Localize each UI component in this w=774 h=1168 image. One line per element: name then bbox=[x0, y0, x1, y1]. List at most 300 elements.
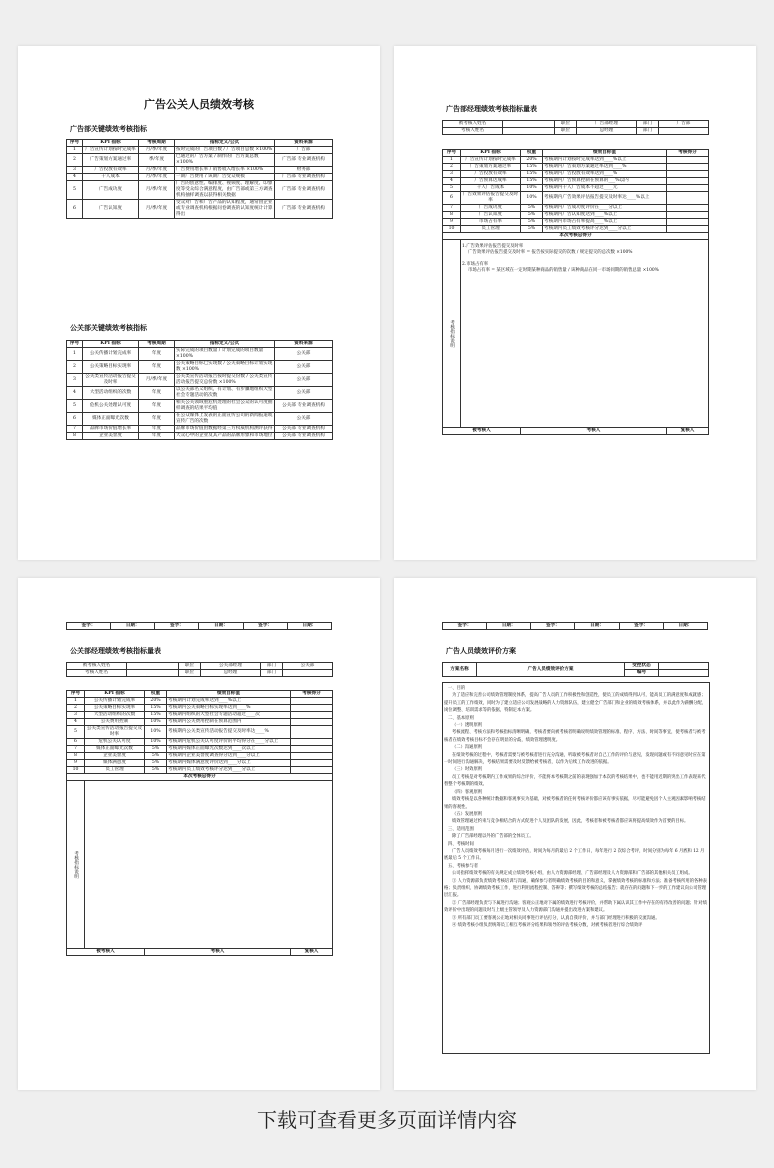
table-cell: 危机公关处理认可度 bbox=[83, 400, 139, 413]
table-cell: 年度 bbox=[139, 387, 175, 400]
table-cell: 5% bbox=[145, 767, 167, 774]
table-cell: 公关部 bbox=[275, 413, 333, 426]
column-header: 序号 bbox=[443, 150, 461, 157]
sig-label: 签字： bbox=[67, 623, 111, 630]
table-row bbox=[67, 712, 333, 719]
info-value: 总经理 bbox=[201, 670, 261, 677]
paragraph: 员工考核是对考核期内工作成果的综合评价，不能将本考核期之前的表现强加于本次的考核结果中，也不能用近期的突出工作表现来代替整个考核期的绩效。 bbox=[444, 774, 706, 788]
table-row bbox=[67, 147, 333, 154]
paragraph: 在绩效考核的过程中，考核者需要与被考核者进行充分沟通，听取被考核者对自己工作的评价与意见，发现问题或有不同意见时应在第一时间进行沟通解决，考核结果需要及时反馈给被考核者，以作为后续工作改进的依据。 bbox=[444, 752, 706, 766]
table-cell: 1 bbox=[67, 147, 83, 154]
table-cell: 月/季/年度 bbox=[139, 167, 175, 174]
column-header: 序号 bbox=[67, 691, 85, 698]
score-cell bbox=[291, 705, 333, 712]
page-title: 广告公关人员绩效考核 bbox=[144, 98, 254, 111]
score-cell bbox=[667, 205, 709, 212]
table-cell: 5% bbox=[521, 212, 543, 219]
info-label: 部门 bbox=[261, 663, 283, 670]
info-label: 方案名称 bbox=[443, 663, 477, 677]
column-header: 序号 bbox=[67, 341, 83, 348]
table-cell: 公关类宣传活动报告提交及时率 bbox=[85, 726, 145, 739]
table-cell: 年度 bbox=[139, 348, 175, 361]
table-cell: 1 bbox=[443, 157, 461, 164]
paragraph: 绩效管理通过约束与竞争相结合的方式促进个人及团队的发展，因此，考核者和被考核者都应该将提高绩效作为首要的目标。 bbox=[452, 819, 689, 825]
document-page-2 bbox=[394, 46, 756, 560]
info-value: 广告部 bbox=[659, 121, 709, 128]
column-header: 考核得分 bbox=[291, 691, 333, 698]
table-cell: 5 bbox=[67, 400, 83, 413]
paragraph: ④ 绩效考核小组负责统筹员工相互考核评分结果和领导的评估考核分数，对被考核者进行综合绩效评 bbox=[452, 923, 643, 928]
table-cell: 广告认知度 bbox=[461, 212, 521, 219]
paragraph: 一、目的 bbox=[448, 686, 466, 691]
column-header: 绩效目标值 bbox=[167, 691, 291, 698]
paragraph: 公司指挥绩效考核的有关规定成立绩效考核小组，由人力资源部经理、广告部经理及人力资源部和广告部的其他相关员工组成。 bbox=[452, 871, 693, 877]
table-cell: 公关部 专业调查机构 bbox=[275, 433, 333, 440]
table-row bbox=[67, 705, 333, 712]
note-line: 市场占有率 = 某区域在一定时期某种商品的销售量 / 该种商品在同一市场同期的销售总量 ×100% bbox=[468, 268, 659, 273]
table-row bbox=[443, 226, 709, 233]
table-cell: 广告部 专业调查机构 bbox=[275, 181, 333, 200]
column-header: 绩效目标值 bbox=[543, 150, 667, 157]
side-label: 考核指标说明 bbox=[67, 781, 85, 949]
column-header: KPI 指标 bbox=[83, 341, 139, 348]
table-cell: 5 bbox=[67, 726, 85, 739]
table-row bbox=[67, 200, 333, 219]
table-row bbox=[67, 767, 333, 774]
info-value: 总经理 bbox=[577, 128, 637, 135]
page-title: 公关部经理绩效考核指标量表 bbox=[70, 646, 161, 655]
table-cell: 7 bbox=[67, 426, 83, 433]
paragraph: （五）发展原则 bbox=[452, 811, 483, 817]
table-row bbox=[67, 361, 333, 374]
table-row bbox=[443, 157, 709, 164]
table-cell: 广告宣传计划按时完成率 bbox=[461, 157, 521, 164]
table-cell: 公关策略目标已实现数 / 公关策略目标计划实现数 ×100% bbox=[175, 361, 275, 374]
table-cell: 广告投放有效率 bbox=[83, 167, 139, 174]
table-cell: 2 bbox=[67, 705, 85, 712]
score-cell bbox=[291, 726, 333, 739]
table-cell: 广告宣传计划按时完成率 bbox=[83, 147, 139, 154]
score-cell bbox=[291, 698, 333, 705]
table-cell: 月/季/年度 bbox=[139, 174, 175, 181]
table-row bbox=[67, 181, 333, 200]
table-cell: 20% bbox=[145, 698, 167, 705]
info-table bbox=[66, 662, 333, 677]
table-row bbox=[67, 719, 333, 726]
table-cell: 考核期内千人广告成本不超过____元 bbox=[543, 185, 667, 192]
table-cell: 考核期内企业美誉度调查得分达到____分以上 bbox=[167, 753, 291, 760]
table-cell: 15% bbox=[145, 712, 167, 719]
date-label: 日期： bbox=[487, 623, 531, 630]
table-row bbox=[67, 174, 333, 181]
table-cell: 危机公关认可度 bbox=[85, 739, 145, 746]
table-cell: 受众对广告和广告产品的认知程度，通常由企业或专业调查机构根据问卷调查的认知度统计计算得出 bbox=[175, 200, 275, 219]
info-label: 被考核人姓名 bbox=[67, 663, 127, 670]
info-value: 公关部 bbox=[283, 663, 333, 670]
sig-label: 签字： bbox=[243, 623, 287, 630]
table-cell: 在公众媒体上发表的正面宣传公司的新闻报道或宣传广告的次数 bbox=[175, 413, 275, 426]
table-cell: 8 bbox=[67, 753, 85, 760]
table-cell: 员工管理 bbox=[461, 226, 521, 233]
table-cell: 考核期内媒体正面曝光次数达到____次以上 bbox=[167, 746, 291, 753]
score-cell bbox=[291, 712, 333, 719]
column-header: KPI 指标 bbox=[85, 691, 145, 698]
info-label: 职位 bbox=[179, 670, 201, 677]
info-label: 部门 bbox=[637, 128, 659, 135]
table-cell: 年度 bbox=[139, 426, 175, 433]
document-page-1 bbox=[18, 46, 380, 560]
table-cell: 10% bbox=[145, 739, 167, 746]
table-cell: 15% bbox=[521, 171, 543, 178]
note-line: 广告效果评估报告提交及时率 = 报告按实际提交的次数 / 规定提交的总次数 ×100% bbox=[468, 250, 633, 255]
signature-label: 被考核人 bbox=[443, 428, 521, 435]
table-cell: 品牌市场价值增长率 bbox=[83, 426, 139, 433]
table-cell: 相关公关领域重危机处理的社会公众的认可度抽样调查的结果平均值 bbox=[175, 400, 275, 413]
table-cell: 年度 bbox=[139, 413, 175, 426]
date-label: 日期： bbox=[111, 623, 155, 630]
table-cell: 5% bbox=[145, 746, 167, 753]
table-cell: 年度 bbox=[139, 400, 175, 413]
table-cell: 公关传播计划完成率 bbox=[83, 348, 139, 361]
table-cell: 9 bbox=[67, 760, 85, 767]
signature-row bbox=[442, 622, 708, 630]
table-cell: 以公关部名义组织，有计划、有步骤地组织大型社会专题活动的次数 bbox=[175, 387, 275, 400]
table-row bbox=[67, 167, 333, 174]
table-cell: 5% bbox=[521, 219, 543, 226]
plan-info-table bbox=[442, 662, 709, 677]
date-label: 日期： bbox=[575, 623, 619, 630]
score-cell bbox=[667, 185, 709, 192]
table-row bbox=[443, 185, 709, 192]
date-label: 日期： bbox=[663, 623, 707, 630]
info-label: 职位 bbox=[555, 128, 577, 135]
table-cell: 3 bbox=[67, 374, 83, 387]
column-header: 权重 bbox=[145, 691, 167, 698]
paragraph: 为了适应和完善公司绩效管理制度体系，提高广告人员的工作积极性和创造性，使员工的成绩得到认可，能高员工的满意度和成就感；提升员工的工作绩效，同时为了建立适应公司发展战略的人力资源队伍，建立健全广告部门和企业的绩效考核体系，并以此作为薪酬分配、岗位调整、培训需求等的依据，特制定本方案。 bbox=[444, 693, 707, 714]
table-cell: 考核期内员工绩效考核评分达到____分以上 bbox=[543, 226, 667, 233]
paragraph: ① 人力资源部负责绩效考核培训与沟通，确保参与者明确绩效考核的目的和意义，掌握绩效考核的标准和方法；准备考核所用的各种表格；负责组织、协调绩效考核工作，进行利用流程控制、答辩等；撰写绩效考核的总结报告；就存在的问题和下一步的工作建议向公司管理层汇报。 bbox=[444, 878, 707, 899]
kpi-table-ad bbox=[66, 139, 333, 219]
signature-row bbox=[66, 622, 332, 630]
signature-label: 被考核人 bbox=[67, 949, 145, 956]
table-cell: 广告费用增长率 / 销售收入增长率 ×100% bbox=[175, 167, 275, 174]
table-cell: 广告成功度 bbox=[83, 181, 139, 200]
table-cell: 广告预算达成率 bbox=[461, 178, 521, 185]
table-cell: 1 bbox=[67, 348, 83, 361]
score-cell bbox=[667, 178, 709, 185]
paragraph: ② 广告部经理负责与下属进行沟通；客观公正地对下属的绩效进行考核评价，并帮助下属认识其工作中存在的有待改善的问题；针对绩效评价中出现的问题及时与上级主管领导及人力资源部门沟通并提出改进方案和建议。 bbox=[444, 900, 707, 914]
table-cell: 广告成功度 bbox=[461, 205, 521, 212]
table-cell: 考核期内计划完成率达到____%以上 bbox=[167, 698, 291, 705]
table-row bbox=[443, 212, 709, 219]
table-cell: 媒体满意度 bbox=[85, 760, 145, 767]
table-row bbox=[67, 400, 333, 413]
info-label: 职位 bbox=[179, 663, 201, 670]
column-header: KPI 指标 bbox=[83, 140, 139, 147]
table-cell: 大型活动组织的次数 bbox=[83, 387, 139, 400]
kpi-scale-table bbox=[66, 690, 333, 956]
table-cell: 1 bbox=[67, 698, 85, 705]
table-row bbox=[67, 374, 333, 387]
table-cell: 6 bbox=[67, 200, 83, 219]
info-value: 广告人员绩效评价方案 bbox=[477, 663, 625, 677]
sig-label: 签字： bbox=[155, 623, 199, 630]
section-title: 公关部关键绩效考核指标 bbox=[70, 323, 147, 332]
table-cell: 考核期内广告效果评估报告提交及时率达____%以上 bbox=[543, 192, 667, 205]
column-header: 指标定义/公式 bbox=[175, 341, 275, 348]
table-cell: 千人广告成本 bbox=[461, 185, 521, 192]
table-row bbox=[443, 192, 709, 205]
table-cell: 考核期内公关策略目标实现率达到____% bbox=[167, 705, 291, 712]
table-row bbox=[67, 739, 333, 746]
info-value: 公关部经理 bbox=[201, 663, 261, 670]
column-header: 指标定义/公式 bbox=[175, 140, 275, 147]
info-label: 被考核人姓名 bbox=[443, 121, 503, 128]
table-cell: 15% bbox=[521, 178, 543, 185]
table-cell: 公关部 bbox=[275, 374, 333, 387]
table-cell: 4 bbox=[67, 174, 83, 181]
page-title: 广告人员绩效评价方案 bbox=[446, 646, 516, 655]
table-cell: 年度 bbox=[139, 433, 175, 440]
table-row bbox=[67, 154, 333, 167]
column-header: 序号 bbox=[67, 140, 83, 147]
table-cell: 15% bbox=[145, 705, 167, 712]
section-title: 广告部关键绩效考核指标 bbox=[70, 124, 147, 133]
table-cell: 市场占有率 bbox=[461, 219, 521, 226]
side-label: 考核指标说明 bbox=[443, 240, 461, 428]
table-cell: 公关类宣传活动报告按时提交份数 / 公关类宣传活动报告提交总份数 ×100% bbox=[175, 374, 275, 387]
table-cell: 公关策略目标实现率 bbox=[85, 705, 145, 712]
table-cell: 公关策略目标实现率 bbox=[83, 361, 139, 374]
table-cell: 广告策划方案通过率 bbox=[461, 164, 521, 171]
signature-label: 复核人 bbox=[291, 949, 333, 956]
table-cell: 月/季/年度 bbox=[139, 374, 175, 387]
table-cell: 3 bbox=[67, 712, 85, 719]
paragraph: （二）沟通原则 bbox=[452, 745, 483, 751]
table-row bbox=[67, 753, 333, 760]
score-cell bbox=[667, 157, 709, 164]
note-line: 2.市场占有率 bbox=[462, 262, 489, 267]
table-cell: 考核期内广告投放有效率达到____% bbox=[543, 171, 667, 178]
table-cell: 5% bbox=[145, 753, 167, 760]
table-cell: 媒体正面曝光次数 bbox=[83, 413, 139, 426]
table-cell: 4 bbox=[443, 178, 461, 185]
score-cell bbox=[291, 719, 333, 726]
paragraph: （四）客观原则 bbox=[452, 789, 483, 795]
table-cell: 6 bbox=[443, 192, 461, 205]
signature-label: 考核人 bbox=[145, 949, 291, 956]
table-cell: 已通过的广告方案 / 制作的广告方案总数 ×100% bbox=[175, 154, 275, 167]
table-cell: 6 bbox=[67, 413, 83, 426]
table-cell: 2 bbox=[443, 164, 461, 171]
table-cell: 广告效果评估报告提交及时率 bbox=[461, 192, 521, 205]
total-score-label: 本次考核总得分 bbox=[67, 774, 333, 781]
table-cell: 广告投放有效率 bbox=[461, 171, 521, 178]
info-label: 受控状态 bbox=[625, 663, 659, 670]
footer-caption: 下载可查看更多页面详情内容 bbox=[257, 1108, 517, 1132]
table-cell: 企业美誉度 bbox=[83, 433, 139, 440]
paragraph: 二、基本原则 bbox=[448, 715, 474, 721]
info-label: 考核人姓名 bbox=[443, 128, 503, 135]
paragraph: 四、考核时间 bbox=[448, 841, 474, 847]
document-page-3 bbox=[18, 578, 380, 1090]
table-cell: 3 bbox=[67, 167, 83, 174]
table-cell: 企业美誉度 bbox=[85, 753, 145, 760]
table-cell: 5% bbox=[521, 226, 543, 233]
table-cell: 公关部 bbox=[275, 387, 333, 400]
paragraph: （三）时效原则 bbox=[452, 767, 483, 773]
paragraph: 三、适用范围 bbox=[448, 826, 474, 832]
table-cell: 6 bbox=[67, 739, 85, 746]
table-cell: 月/季/年度 bbox=[139, 147, 175, 154]
paragraph: 广告人员绩效考核每月进行一次绩效评估，时间为每月的最后 2 个工作日，每年进行 2 次综合考评，时间分别为每年 6 月底和 12 月底最后 5 个工作日。 bbox=[444, 848, 705, 862]
table-cell: 大众心中的企业及其产品的品牌形象和市场地位 bbox=[175, 433, 275, 440]
table-cell: 大型活动组织的次数 bbox=[85, 712, 145, 719]
table-cell: 10 bbox=[443, 226, 461, 233]
table-cell: 10% bbox=[145, 726, 167, 739]
table-cell: 季/年度 bbox=[139, 154, 175, 167]
table-row bbox=[67, 348, 333, 361]
table-cell: 考核期内员工绩效考核评分达到____分以上 bbox=[167, 767, 291, 774]
table-cell: 5 bbox=[443, 185, 461, 192]
table-cell: 2 bbox=[67, 361, 83, 374]
table-cell: 广告部 bbox=[275, 147, 333, 154]
table-row bbox=[67, 413, 333, 426]
table-cell: 财务部 bbox=[275, 167, 333, 174]
sig-label: 签字： bbox=[443, 623, 487, 630]
score-cell bbox=[667, 212, 709, 219]
info-label: 编号 bbox=[625, 670, 659, 677]
table-cell: 公关部 专业调查机构 bbox=[275, 426, 333, 433]
table-cell: 公关部 bbox=[275, 348, 333, 361]
score-cell bbox=[667, 164, 709, 171]
table-cell: 公关费用控制 bbox=[85, 719, 145, 726]
table-cell: 15% bbox=[521, 164, 543, 171]
table-cell: 实际完成的项目数量 / 计划完成的项目数量 ×100% bbox=[175, 348, 275, 361]
table-cell: 4 bbox=[67, 387, 83, 400]
date-label: 日期： bbox=[287, 623, 331, 630]
column-header: 考核周期 bbox=[139, 341, 175, 348]
sig-label: 签字： bbox=[531, 623, 575, 630]
table-cell: 员工管理 bbox=[85, 767, 145, 774]
paragraph: 除了广告部经理以外的广告部的全体员工。 bbox=[452, 834, 534, 840]
table-cell: 8 bbox=[443, 212, 461, 219]
signature-label: 考核人 bbox=[521, 428, 667, 435]
table-cell: 5% bbox=[521, 205, 543, 212]
table-row bbox=[67, 426, 333, 433]
table-cell: 考核期内媒体满意度评价达到____分以上 bbox=[167, 760, 291, 767]
kpi-table-pr bbox=[66, 340, 333, 440]
table-cell: 4 bbox=[67, 719, 85, 726]
info-label: 部门 bbox=[637, 121, 659, 128]
table-cell: 媒体正面曝光次数 bbox=[85, 746, 145, 753]
column-header: 资料来源 bbox=[275, 140, 333, 147]
table-cell: 5% bbox=[145, 760, 167, 767]
note-line: 1.广告效果评估报告提交及时率 bbox=[462, 244, 524, 249]
kpi-scale-table bbox=[442, 149, 709, 435]
column-header: 资料来源 bbox=[275, 341, 333, 348]
table-cell: 考核期内广告预算控制在预算的___%以内 bbox=[543, 178, 667, 185]
table-cell: 考核期内公关类宣传活动报告提交及时率达____% bbox=[167, 726, 291, 739]
table-cell: 年度 bbox=[139, 361, 175, 374]
score-cell bbox=[291, 760, 333, 767]
paragraph: ③ 所有部门员工要客观公正地对相关同事进行评估打分，认真自我评价，并与部门经理进行积极的交流沟通。 bbox=[452, 915, 660, 921]
table-cell: 3 bbox=[443, 171, 461, 178]
table-cell: 月/季/年度 bbox=[139, 181, 175, 200]
paragraph: 绩效考核是以各种统计数据和客观事实为基础，对被考核者的任何考核评价都应该有事实依据，尽可能避免因个人主观因素影响考核结果的客观性。 bbox=[444, 797, 706, 810]
table-cell: 考核期内广告策划方案通过率达到____% bbox=[543, 164, 667, 171]
info-label: 职位 bbox=[555, 121, 577, 128]
plan-body bbox=[442, 682, 710, 1054]
table-cell: 7 bbox=[67, 746, 85, 753]
table-cell: 公关类宣传活动报告提交及时率 bbox=[83, 374, 139, 387]
table-row bbox=[67, 746, 333, 753]
table-cell: 一期广告费用 / 该期广告受众规模 bbox=[175, 174, 275, 181]
score-cell bbox=[291, 753, 333, 760]
paragraph: 五、考核参与者 bbox=[448, 863, 479, 869]
info-table bbox=[442, 120, 709, 135]
document-page-4 bbox=[394, 578, 756, 1090]
table-cell: 公关传播计划完成率 bbox=[85, 698, 145, 705]
column-header: 权重 bbox=[521, 150, 543, 157]
table-cell: 考核期内广告成功度评价在____分以上 bbox=[543, 205, 667, 212]
paragraph: （一）透明原则 bbox=[452, 723, 483, 729]
table-cell: 广告部 专业调查机构 bbox=[275, 174, 333, 181]
table-row bbox=[443, 178, 709, 185]
table-cell: 9 bbox=[443, 219, 461, 226]
score-cell bbox=[667, 171, 709, 178]
table-cell: 广告认知度 bbox=[83, 200, 139, 219]
score-cell bbox=[291, 739, 333, 746]
table-cell: 考核期内组织的大型社会专题活动超过____次 bbox=[167, 712, 291, 719]
table-cell: 5 bbox=[67, 181, 83, 200]
table-cell: 广告部 专业调查机构 bbox=[275, 154, 333, 167]
table-cell: 千人成本 bbox=[83, 174, 139, 181]
table-cell: 10% bbox=[521, 185, 543, 192]
table-cell: 10 bbox=[67, 767, 85, 774]
column-header: 考核得分 bbox=[667, 150, 709, 157]
score-cell bbox=[667, 219, 709, 226]
table-row bbox=[443, 171, 709, 178]
score-cell bbox=[291, 767, 333, 774]
total-score-label: 本次考核总得分 bbox=[443, 233, 709, 240]
table-row bbox=[67, 387, 333, 400]
table-row bbox=[67, 726, 333, 739]
score-cell bbox=[667, 192, 709, 205]
table-cell: 7 bbox=[443, 205, 461, 212]
table-cell: 公关部 bbox=[275, 361, 333, 374]
table-row bbox=[67, 433, 333, 440]
column-header: KPI 指标 bbox=[461, 150, 521, 157]
info-label: 考核人姓名 bbox=[67, 670, 127, 677]
signature-label: 复核人 bbox=[667, 428, 709, 435]
table-cell: 10% bbox=[521, 192, 543, 205]
table-cell: 广告策划方案通过率 bbox=[83, 154, 139, 167]
sig-label: 签字： bbox=[619, 623, 663, 630]
table-cell: 考核期内危机公关认可度评价的平均得分在____分以上 bbox=[167, 739, 291, 746]
info-label: 部门 bbox=[261, 670, 283, 677]
table-cell: 考核期内市场占有率提高____%以上 bbox=[543, 219, 667, 226]
table-cell: 月/季/年度 bbox=[139, 200, 175, 219]
table-cell: 考核期内公关费用控制在预算范围内 bbox=[167, 719, 291, 726]
table-cell: 按时完成的广告项目数 / 广告项目总数 ×100% bbox=[175, 147, 275, 154]
info-value: 广告部经理 bbox=[577, 121, 637, 128]
date-label: 日期： bbox=[199, 623, 243, 630]
table-row bbox=[443, 219, 709, 226]
table-cell: 品牌市场价值由数据经第三方权威机构测评获得 bbox=[175, 426, 275, 433]
table-cell: 考核期内计划按时完成率达到____%以上 bbox=[543, 157, 667, 164]
column-header: 考核周期 bbox=[139, 140, 175, 147]
